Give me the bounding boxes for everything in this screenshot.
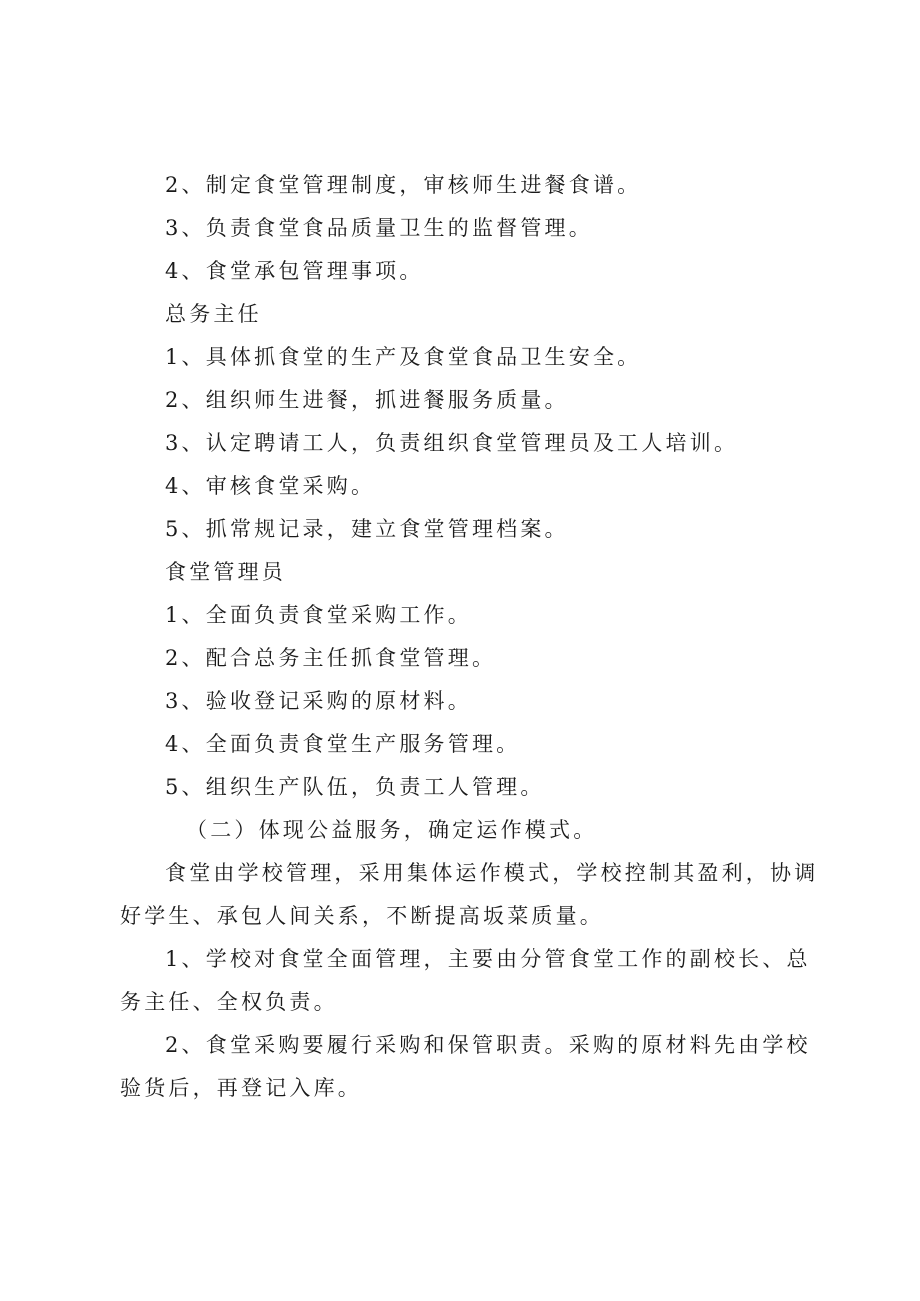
list-item: 3、认定聘请工人，负责组织食堂管理员及工人培训。 (165, 431, 739, 455)
body-paragraph: 食堂由学校管理，采用集体运作模式，学校控制其盈利，协调好学生、承包人间关系，不断提高坂菜质量。 (120, 861, 819, 928)
section-heading: 总务主任 (165, 302, 262, 326)
list-item: 4、全面负责食堂生产服务管理。 (165, 732, 521, 756)
subsection-heading: （二）体现公益服务，确定运作模式。 (186, 818, 598, 842)
list-item: 1、具体抓食堂的生产及食堂食品卫生安全。 (165, 345, 642, 369)
list-item: 2、组织师生进餐，抓进餐服务质量。 (165, 388, 569, 412)
list-item: 2、配合总务主任抓食堂管理。 (165, 646, 497, 670)
body-paragraph: 1、学校对食堂全面管理，主要由分管食堂工作的副校长、总务主任、全权负责。 (120, 947, 811, 1014)
list-item: 5、组织生产队伍，负责工人管理。 (165, 775, 545, 799)
list-item: 3、验收登记采购的原材料。 (165, 689, 472, 713)
list-item: 5、抓常规记录，建立食堂管理档案。 (165, 517, 569, 541)
text-line: 4、食堂承包管理事项。 (165, 259, 424, 283)
list-item: 4、审核食堂采购。 (165, 474, 376, 498)
text-line: 2、制定食堂管理制度，审核师生进餐食谱。 (165, 173, 642, 197)
section-heading: 食堂管理员 (165, 560, 286, 584)
text-line: 3、负责食堂食品质量卫生的监督管理。 (165, 216, 593, 240)
body-paragraph: 2、食堂采购要履行采购和保管职责。采购的原材料先由学校验货后，再登记入库。 (120, 1033, 811, 1100)
list-item: 1、全面负责食堂采购工作。 (165, 603, 472, 627)
